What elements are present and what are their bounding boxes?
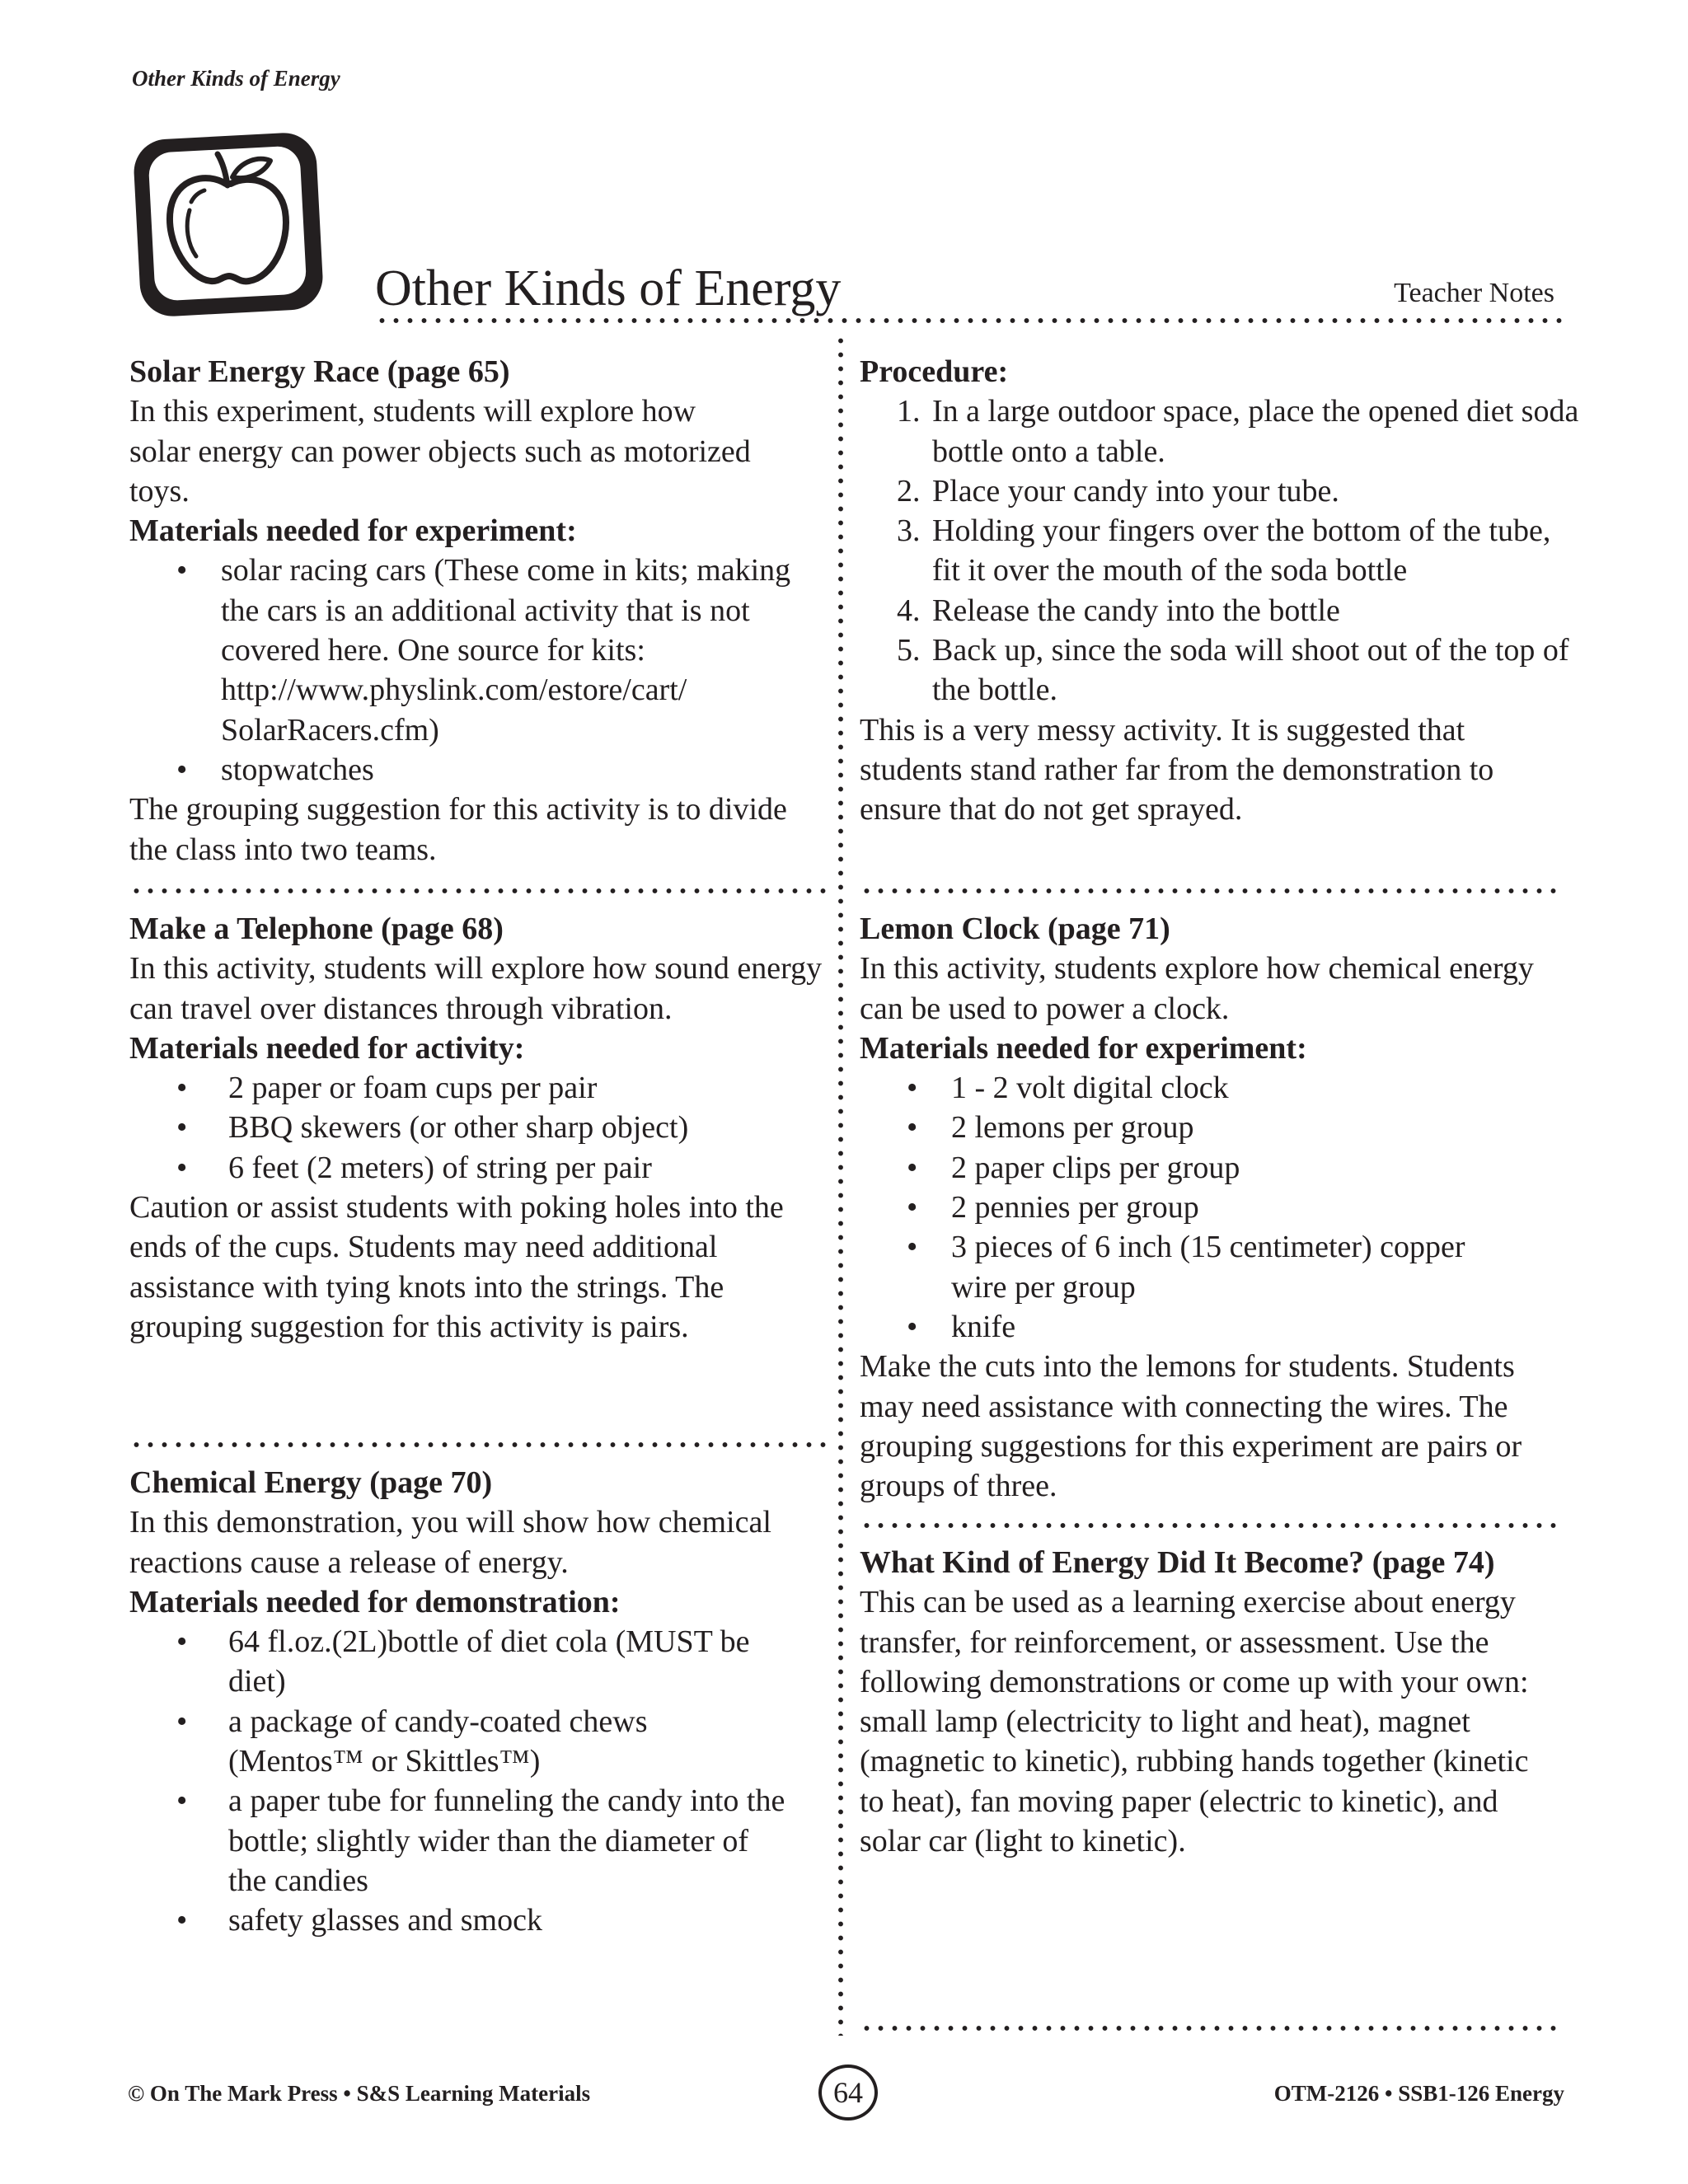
step-number: 3. xyxy=(897,513,921,549)
list-item: • 2 pennies per group xyxy=(860,1188,1564,1227)
apple-icon xyxy=(125,128,331,321)
lemon-clock-section xyxy=(860,909,1564,1506)
section-note: Caution or assist students with poking holes into the ends of the cups. Students may need additional assistance with tying knots into the strings. The grouping suggestion for this activity is pairs. xyxy=(129,1190,784,1344)
step-text: In a large outdoor space, place the opened diet soda bottle onto a table. xyxy=(932,394,1579,469)
section-text: This can be used as a learning exercise about energy transfer, for reinforcement, or assessment. Use the following demonstrations or come up with your own: small lamp (electricity to light and heat), magnet (magnetic to kinetic), rubbing hands together (kinetic to heat), fan moving paper (electric to kinetic), and solar car (light to kinetic). xyxy=(860,1585,1529,1859)
step-text: Holding your fingers over the bottom of the tube, fit it over the mouth of the soda bottle xyxy=(932,513,1551,588)
section-intro: In this activity, students will explore how sound energy can travel over distances through vibration. xyxy=(129,951,823,1026)
list-item xyxy=(860,391,1587,471)
list-item: • BBQ skewers (or other sharp object) xyxy=(129,1108,826,1147)
section-note: Make the cuts into the lemons for students. Students may need assistance with connecting the wires. The grouping suggestions for this experiment are pairs or groups of three. xyxy=(860,1349,1522,1504)
title-divider xyxy=(375,318,1562,323)
section-divider xyxy=(129,888,830,893)
list-item: • 1 - 2 volt digital clock xyxy=(860,1068,1564,1108)
section-heading: Solar Energy Race (page 65) xyxy=(129,354,510,389)
materials-heading: Materials needed for experiment: xyxy=(860,1030,1307,1066)
section-note: This is a very messy activity. It is suggested that students stand rather far from the demonstration to ensure that do not get sprayed. xyxy=(860,712,1494,827)
list-item: • 2 paper clips per group xyxy=(860,1148,1564,1188)
section-divider xyxy=(129,1442,830,1447)
section-heading: Procedure: xyxy=(860,354,1009,389)
step-number: 2. xyxy=(897,473,921,509)
list-item: • a paper tube for funneling the candy into the bottle; slightly wider than the diameter of the candies xyxy=(129,1781,789,1900)
list-item xyxy=(860,471,1564,511)
solar-energy-race-section xyxy=(129,352,826,869)
list-item: • knife xyxy=(860,1307,1564,1347)
step-number: 4. xyxy=(897,593,921,628)
materials-heading: Materials needed for demonstration: xyxy=(129,1584,621,1619)
step-text: Release the candy into the bottle xyxy=(932,593,1340,628)
teacher-notes-label: Teacher Notes xyxy=(1394,278,1554,308)
step-number: 5. xyxy=(897,633,921,668)
make-a-telephone-section xyxy=(129,909,826,1347)
list-item: • 3 pieces of 6 inch (15 centimeter) copper wire per group xyxy=(860,1227,1479,1307)
section-heading: What Kind of Energy Did It Become? (page 74) xyxy=(860,1545,1495,1580)
list-item: • 6 feet (2 meters) of string per pair xyxy=(129,1148,826,1188)
list-item: • solar racing cars (These come in kits; making the cars is an additional activity that is not covered here. One source for kits: http://www.physlink.com/estore/cart/ SolarRacers.cfm) xyxy=(129,551,823,749)
materials-heading: Materials needed for experiment: xyxy=(129,513,577,549)
list-item: • stopwatches xyxy=(129,750,826,790)
section-intro: In this activity, students explore how chemical energy can be used to power a clock. xyxy=(860,951,1534,1026)
list-item xyxy=(860,511,1579,591)
list-item: • a package of candy-coated chews (Mentos™ or Skittles™) xyxy=(129,1702,756,1782)
section-intro: In this demonstration, you will show how chemical reactions cause a release of energy. xyxy=(129,1505,771,1580)
what-kind-of-energy-section xyxy=(860,1543,1564,1861)
column-divider xyxy=(838,334,843,2036)
section-divider xyxy=(860,1523,1560,1528)
section-heading: Make a Telephone (page 68) xyxy=(129,912,504,946)
section-note: The grouping suggestion for this activity is to divide the class into two teams. xyxy=(129,792,787,867)
list-item: • safety glasses and smock xyxy=(129,1900,826,1940)
list-item: • 64 fl.oz.(2L)bottle of diet cola (MUST be diet) xyxy=(129,1622,756,1702)
procedure-section xyxy=(860,352,1579,830)
list-item xyxy=(860,591,1564,630)
footer-product-code: OTM-2126 • SSB1-126 Energy xyxy=(1273,2081,1564,2106)
section-heading: Chemical Energy (page 70) xyxy=(129,1465,493,1500)
section-heading: Lemon Clock (page 71) xyxy=(860,912,1170,946)
footer-publisher: © On The Mark Press • S&S Learning Materials xyxy=(128,2081,591,2106)
running-header: Other Kinds of Energy xyxy=(132,66,340,91)
list-item xyxy=(860,630,1579,710)
step-number: 1. xyxy=(897,394,921,429)
list-item: • 2 lemons per group xyxy=(860,1108,1564,1147)
section-intro: In this experiment, students will explore how solar energy can power objects such as motorized toys. xyxy=(129,394,751,509)
step-text: Back up, since the soda will shoot out of the top of the bottle. xyxy=(932,633,1569,708)
section-divider xyxy=(860,888,1560,893)
page-title: Other Kinds of Energy xyxy=(375,260,842,316)
step-text: Place your candy into your tube. xyxy=(932,473,1339,509)
chemical-energy-section xyxy=(129,1463,826,1941)
list-item: • 2 paper or foam cups per pair xyxy=(129,1068,826,1108)
materials-heading: Materials needed for activity: xyxy=(129,1030,525,1066)
page-number: 64 xyxy=(818,2064,878,2121)
section-divider xyxy=(860,2026,1560,2031)
